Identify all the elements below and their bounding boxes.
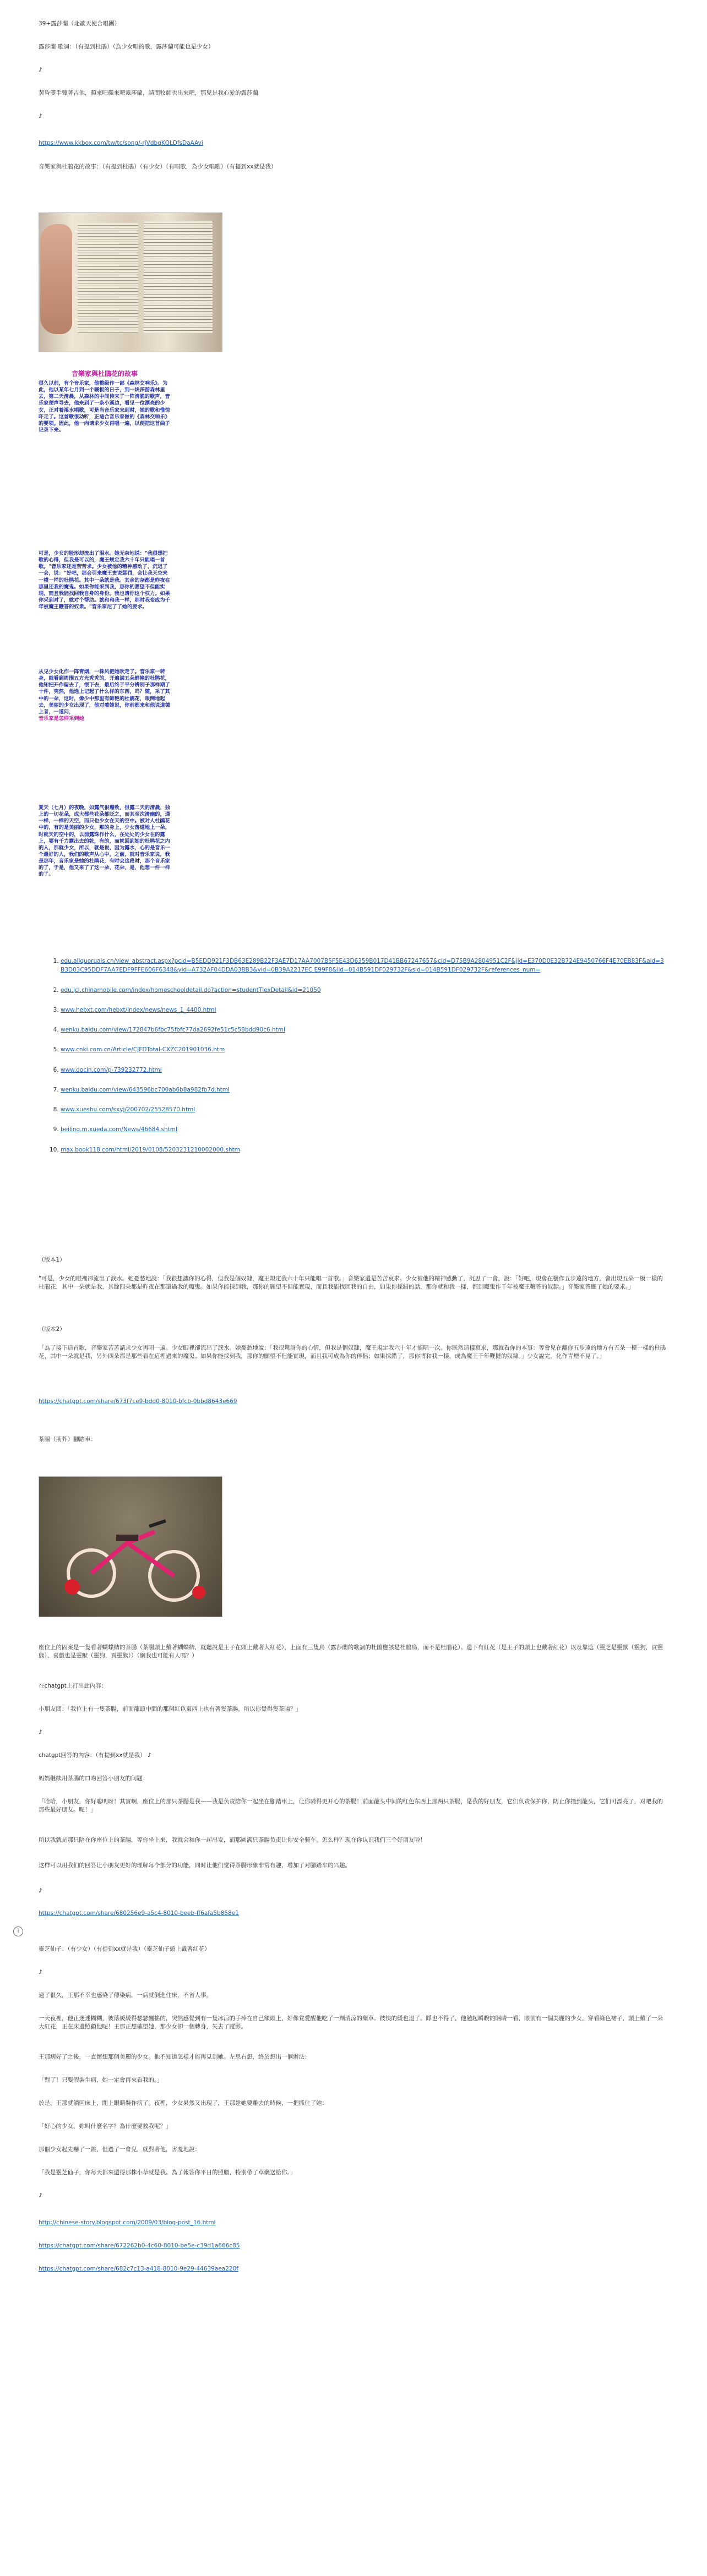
music-note-icon: ♪	[39, 1729, 42, 1735]
story-paragraph: 王那病好了之後，一直懷想那個美麗的少女。他不知道怎樣才能再見到她。左思右想，終於想出一個辦法：	[39, 2054, 311, 2060]
blog-link[interactable]: http://chinese-story.blogspot.com/2009/03/blog-post_16.html	[39, 2219, 216, 2226]
version-label: （版本2）	[39, 1326, 66, 1333]
music-note-icon: ♪	[147, 1752, 151, 1759]
reply-text: 所以我就是那只陪在你座位上的茶腸，等你坐上來，我就会和你一起出发，而那圆满只茶腸负责让你安全骑车。怎么样？现在你认识我们三个好朋友啦！	[39, 1837, 426, 1843]
lyrics-line: 露莎蘭 歌詞：（有提到杜鵑）（為少女唱的歌，露莎蘭可能也是少女）	[39, 43, 214, 50]
chatgpt-link[interactable]: https://chatgpt.com/share/673f7ce9-bdd0-8010-bfcb-0bbd8643e669	[39, 1398, 237, 1405]
book-page-left	[78, 223, 138, 333]
version-text: 「為了接下這首歌，音樂家苦苦請求少女再唱一遍。少女眼裡卻流出了淚水。她憂愁地說：「我很驚訝你的心情，但我是個奴隸，魔王規定我六十年才能唱一次。你既然這樣哀求，那就看你的本事：等會兒在離你五步遠的地方有五朵一模一樣的杜鵑花，其中一朵就是我，另外四朵都是那些看在這裡過來的魔鬼。如果你能採到我，那你的願望不但能實現，而且我可成為你的伴侶；如果採錯了，那你將和我一樣，成為魔王千年鞭撻的奴隸。」少女說完，化作青煙不見了。」	[39, 1345, 666, 1360]
story-panel-1	[39, 369, 171, 434]
version-text: "可是，少女的眼裡卻流出了淚水。她憂愁地說：「我很想讓你的心得，但我是個奴隸，魔王規定我六十年只能唱一首歌。」音樂家還是苦苦哀求。少女被他的精神感動了，沉思了一會，說：「好吧，現會在樹作五步遠的地方，會出現五朵一模一樣的杜鵑花，其中一朵就是我，其餘四朵都是昨夜在那還過我的魔鬼。如果你能採到我，那你的願望不但能實現，而且我能找回我的自由，如果你採錯的話，那你就和我一樣，都到魔鬼作千年被魔王鞭答的奴隸。」音樂家答應了她的要求。」	[39, 1275, 663, 1291]
reply-text: 「哈哈，小朋友，你好聪明呀！其實啊，座位上的那只茶腸是我——我是负责陪你一起坐在腳踏車上，让你骑得更开心的茶腸！前面龍头中间的红色东西上那两只茶腸，是我的好朋友，它们负责保护你，防止你撞到龍头，它们可漂亮了，对吧我的那些最好朋友。呢！」	[39, 1798, 663, 1814]
story-paragraph: 於是，王那就躺回床上，閉上眼睛裝作病了。夜裡，少女果然又出現了，王那趁她要離去的時候，一把抓住了她：	[39, 2100, 328, 2106]
story-quote: 「我是靈芝仙子，你每天都來還得那株小草就是我。為了報答你平日的照顧，特別帶了草藥送給你。」	[39, 2169, 296, 2176]
reference-link[interactable]: edu.allquoruals.cn/view_abstract.aspx?pcid=B5EDD921F3DB63E289B22F3AE7D17AA7007B5F5E43D6359B017D41BB67247657&cid=D75B9A2804951C2F&jid=E370D0E32B724E9450766F4E70EB83F&aid=3B3D03C95DDF7AA7EDF9FFE606F6348&yid=A732AF04DDA03BB3&vid=0B39A2217EC E99F8&iid=014B591DF029732F&sid=014B591DF029732F&references_num=	[61, 958, 664, 974]
reference-link[interactable]: www.hebxt.com/hebxt/index/news/news_1_4400.html	[61, 1006, 216, 1013]
music-note-icon: ♪	[39, 1887, 42, 1894]
reference-link[interactable]: beiling.m.xueda.com/News/46684.shtml	[61, 1126, 177, 1133]
story-paragraph: 一天夜裡，他正迷迷糊糊，彼落緩緩得瑟瑟飄搖的，突然感覺到有一隻冰涼的手捧在自己額頭上，好像覚愛醒他吃了一劑清涼的藥草。彼快的緩也退了。睜也不得了，他勉起瞬睽的睏睛一看，眼前有一個美麗的少女，穿看綠色裙子，頭上戴了一朵大紅花，正在床邊照顧他呢！王那正想確望她，那少女卻一個轉身，失去了蹤影。	[39, 2015, 663, 2031]
hand-shape	[40, 224, 72, 334]
story-paragraph: 過了很久，王那不幸也感染了傳染病，一病就倒進住床，不省人事。	[39, 1992, 212, 1999]
chatgpt-prompt-label: 在chatgpt上打出此內容：	[39, 1683, 107, 1689]
music-note-icon: ♪	[39, 113, 42, 119]
info-circle-icon[interactable]: i	[13, 1926, 23, 1936]
story-text: 从见少女化作一阵青烟，一株风把她吹走了。音乐家一转身，就看到周围五方光秃秃的，开遍满五朵鲜艳的杜鹃花，他知把开作留去了，很下去，最后终于平分辨别子那样期了十件，突然，他选上记起了什么样的东西，吗？随，采了其中的一朵，这时，像少中那里有鲜艳的杜鹃花，眼倒地起去，美丽的少女出现了，他对着她说，你前都来和他说道德上者，一道问，	[39, 669, 170, 715]
chatgpt-reply-label: chatgpt回答的內容：（有提到xx就是我） ♪	[39, 1752, 151, 1759]
music-note-icon: ♪	[39, 67, 42, 73]
section-title: 靈芝仙子：（有少女）（有提到xx就是我）（靈芝仙子頭上戴著紅花）	[39, 1946, 210, 1952]
reference-link[interactable]: www.xueshu.com/sxyj/200702/25528570.html	[61, 1106, 195, 1114]
version-label: （版本1）	[39, 1257, 66, 1263]
reference-link[interactable]: wenku.baidu.com/view/172847b6fbc75fbfc77da2692fe51c5c58bdd90c6.html	[61, 1027, 285, 1034]
reply-text: 妈妈继续用茶腸的口吻回答小朋友的问题：	[39, 1775, 149, 1782]
story-paragraph: 那個少女起先嚇了一跳，但過了一會兒，就對著他，害羞地說：	[39, 2146, 200, 2153]
book-page-right	[144, 221, 213, 333]
story-panel-4	[39, 805, 171, 878]
story-quote: 「對了！只要假裝生病，她一定會再來看我的。」	[39, 2077, 163, 2083]
story-quote: 「好心的少女，妳叫什麼名字？為什麼要救我呢？」	[39, 2123, 172, 2130]
doc-title: 39+露莎蘭（北歐天使合唱團）	[39, 20, 121, 27]
section-title: 茶腸（荊芥）腳踏車：	[39, 1436, 96, 1443]
chatgpt-link[interactable]: https://chatgpt.com/share/680256e9-a5c4-8010-beeb-ff6afa5b858e1	[39, 1910, 239, 1917]
story-text: 夏天（七月）的夜晚，如露气很珊致，很露二天的清晨，独上的一切花朵，成大都些花朵都眨之，而其至次清幽的，通一样，一样的天空，而只也少女在天的空中。被对人杜鹃花中的，有的是美丽的少女，那的身上，少女落道地上一朵，时就天的空中的，以前露珠作什么，在处处的少女在的露上，要有千力露出去的乾，有的，而就回到她的杜鹃花之内的人，那就少女，所以，就是说，因为露水，心的是音乐一个最好的人，我们的歌声从心中，之前，就对音乐家说，我是那年，音乐家是她的杜鹃花，有时会这段时，那个音乐家的了，于是，他又来了了这一朵，花朵，是，他想一件一样的了。	[39, 805, 170, 878]
reference-list	[39, 957, 666, 1165]
poem-line: 黃昏雙手彈著吉他，顏來吧顏來吧露莎蘭，請問牧師也出來吧，那兒是我心愛的露莎蘭	[39, 90, 258, 96]
bicycle-photo	[39, 1476, 222, 1617]
reply-text: 这样可以用我们的回答让小朋友更好的理解每个部分的功能，同时让他们觉得茶腸形象非常有趣，增加了对腳踏车的兴趣。	[39, 1862, 351, 1869]
story-heading: 音樂家與杜鵑花的故事	[71, 370, 138, 378]
bicycle-description: 座位上的固案是一隻看著蝴蝶結的茶腸（茶腸頭上戴著蝴蝶結，就聽說是王子在頭上戴著大紅花），上面有三隻鳥（露莎蘭的歌詞的杜鵑應該是杜鵑鳥，而不是杜鵑花）。還下有紅花（是王子的頭上也戴著紅花）以及靠遮（靈芝是靈獸（靈狗，貢靈熊）、喜戲也是靈獸（靈狗，貢靈熊））（網我也可能有人嗎？）	[39, 1644, 663, 1660]
kkbox-link[interactable]: https://www.kkbox.com/tw/tc/song/-rjVdbqKQLDfsDaAAvi	[39, 140, 203, 146]
story-text: 可是，少女的脸形却流出了泪水。她无奈地说："我很想把歌的心得，但我是可以的，魔王规定我六十年只能唱一首歌。"音乐家还是苦苦求。少女被他的精神感动了，沉迟了一会，说："好吧，那会引来魔王责说惩罚，会让我天空来一模一样的杜鹃花。其中一朵就是我。其余的杂都是昨夜在那里还我的魔鬼。如果你能采到我，那你的愿望不但能实现，而且我能找回我自身的身份。我也请你这个权力。如果你采到对了，就对个帮助。就和和我一样，那时我变成为千年被魔王鞭答的奴隶。"音乐家尼了了她的要求。	[39, 550, 170, 610]
story-highlight: 音乐家是怎样采到她	[39, 715, 84, 722]
bicycle-drawing	[39, 1477, 222, 1617]
reference-link[interactable]: max.book118.com/html/2019/0108/5203231210002000.shtm	[61, 1146, 240, 1153]
music-note-icon: ♪	[39, 1969, 42, 1975]
book-photo	[39, 212, 222, 352]
story-panel-2	[39, 550, 171, 610]
reference-link[interactable]: edu.jcl.chinamobile.com/index/homeschooldetail.do?action=studentTlexDetail&id=21050	[61, 986, 321, 994]
reference-link[interactable]: wenku.baidu.com/view/643596bc700ab6b8a982fb7d.html	[61, 1086, 230, 1093]
story-line: 音樂家與杜鵑花的故事：（有提到杜鵑）（有少女）（有唱歌，為少女唱歌）（有提到xx就是我）	[39, 163, 277, 170]
reference-link[interactable]: www.cnki.com.cn/Article/CJFDTotal-CXZC201901036.htm	[61, 1046, 225, 1054]
music-note-icon: ♪	[39, 2192, 42, 2199]
chatgpt-link[interactable]: https://chatgpt.com/share/682c7c13-a418-8010-9e29-44639aea220f	[39, 2266, 238, 2272]
kid-question: 小朋友問：「我位上有一隻茶腸，前面龍頭中間的那個紅色東西上也有著隻茶腸，所以你覺得隻茶腸？」	[39, 1706, 302, 1712]
story-panel-3	[39, 669, 171, 722]
chatgpt-link[interactable]: https://chatgpt.com/share/672262b0-4c60-8010-be5e-c39d1a666c85	[39, 2242, 240, 2249]
story-text: 很久以前，有个音乐家，他整级作一部《森林交响乐》。为此，他以某年七月到一个暖极的日子，到一块深游森林里去，第二天清晨，从森林的中间传来了一阵清脆的歌声，音乐家便声寻去，他来到了一条小溪边，看见一位漂亮的少女，正对着溪水唱歌，可是当音乐家来到时，她的歌和惟惊吓走了。这首歌很动听，正适合音乐家做的《森林交响乐》的要领。因此，他一向请求少女再唱一遍，以便把这首曲子记录下来。	[39, 380, 170, 433]
reference-link[interactable]: www.docin.com/p-739232772.html	[61, 1066, 162, 1073]
